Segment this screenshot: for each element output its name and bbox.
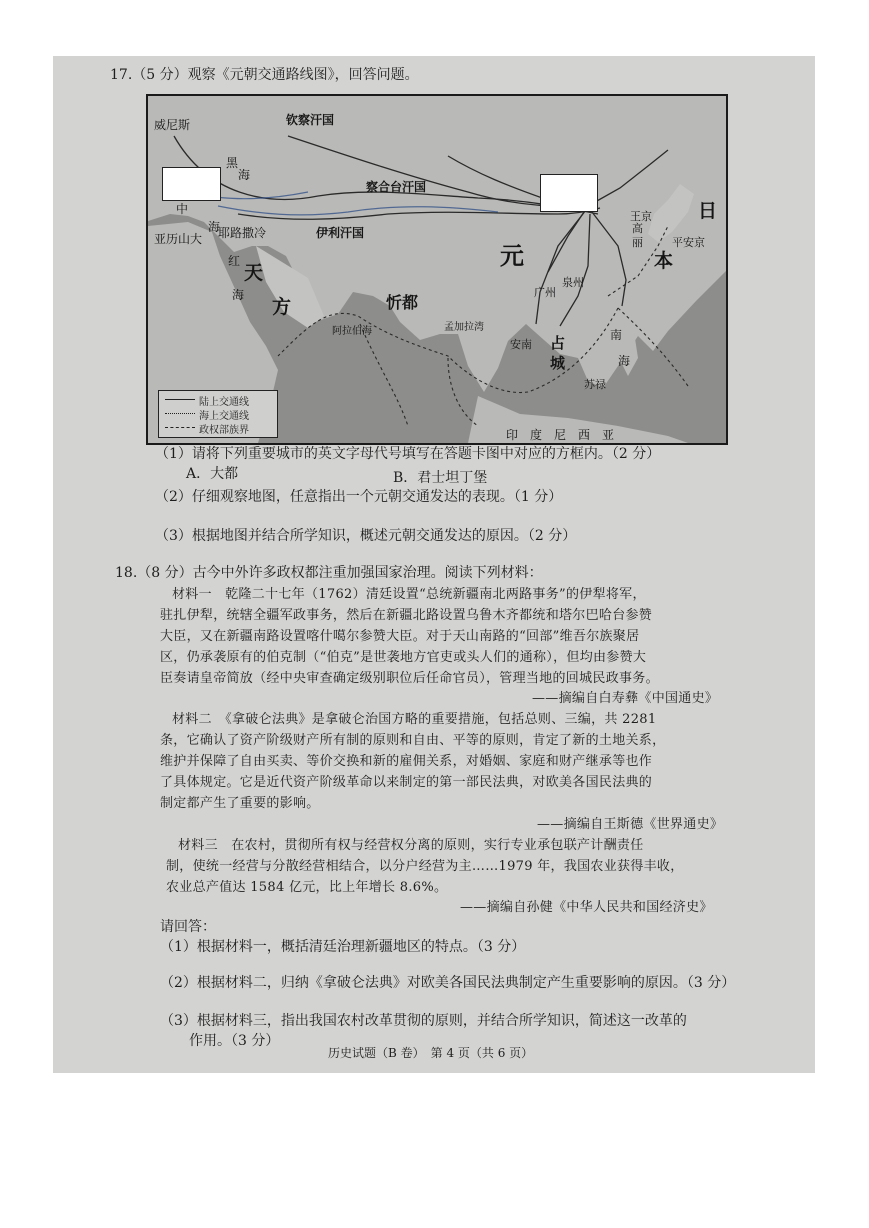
answer-box-west[interactable] xyxy=(162,167,221,201)
label-south-sea-2: 海 xyxy=(618,354,631,368)
q18-m2-line-2: 条，它确认了资产阶级财产所有制的原则和自由、平等的原则，肯定了新的土地关系， xyxy=(160,733,666,748)
label-champa-2: 城 xyxy=(550,354,566,372)
label-indonesia: 印 度 尼 西 亚 xyxy=(506,428,615,442)
label-kipchak: 钦察汗国 xyxy=(286,113,335,127)
label-ilkhan: 伊利汗国 xyxy=(316,226,365,240)
q17-stem: 17.（5 分）观察《元朝交通路线图》，回答问题。 xyxy=(110,67,419,83)
legend-land-line xyxy=(165,399,195,400)
label-arabian-sea: 阿拉伯海 xyxy=(332,326,372,337)
q18-m1-line-2: 驻扎伊犁，统辖全疆军政事务，然后在新疆北路设置乌鲁木齐都统和塔尔巴哈台参赞 xyxy=(160,608,653,623)
legend-sea: 海上交通线 xyxy=(199,411,249,422)
label-champa-1: 占 xyxy=(550,334,566,352)
q18-m2-line-5: 制定都产生了重要的影响。 xyxy=(160,796,320,811)
q17-option-b: B．君士坦丁堡 xyxy=(393,470,488,486)
label-annam: 安南 xyxy=(510,338,532,351)
exam-page xyxy=(53,56,815,1073)
q18-m1-line-3: 大臣，又在新疆南路设置喀什噶尔参赞大臣。对于天山南路的“回部”维吾尔族聚居 xyxy=(160,629,640,644)
legend-sea-line xyxy=(165,413,195,414)
label-guangzhou: 广州 xyxy=(534,286,556,299)
q18-m2-line-1: 材料二 《拿破仑法典》是拿破仑治国方略的重要措施，包括总则、三编，共 2281 xyxy=(172,712,657,727)
label-black-sea-1: 黑 xyxy=(226,156,239,170)
q17-sub3: （3）根据地图并结合所学知识，概述元朝交通发达的原因。（2 分） xyxy=(155,528,577,544)
label-tianfang-2: 方 xyxy=(272,296,292,318)
map-legend xyxy=(158,390,278,438)
q18-m1-line-5: 臣奏请皇帝简放（经中央审查确定级别职位后任命官员），管理当地的回城民政事务。 xyxy=(160,671,659,686)
label-south-sea-1: 南 xyxy=(610,328,623,342)
q18-m3-source: ——摘编自孙健《中华人民共和国经济史》 xyxy=(460,900,713,915)
q18-m2-line-3: 维护并保障了自由买卖、等价交换和新的雇佣关系，对婚姻、家庭和财产继承等也作 xyxy=(160,754,653,769)
page-footer: 历史试题（B 卷） 第 4 页（共 6 页） xyxy=(328,1046,534,1060)
label-sulu: 苏禄 xyxy=(584,378,606,391)
label-mediterranean-1: 中 xyxy=(176,202,189,216)
label-chagatai: 察合台汗国 xyxy=(366,180,427,194)
q18-m1-source: ——摘编自白寿彝《中国通史》 xyxy=(532,691,719,706)
label-quanzhou: 泉州 xyxy=(562,276,584,289)
q18-m2-line-4: 了具体规定。它是近代资产阶级革命以来制定的第一部民法典，对欧美各国民法典的 xyxy=(160,775,653,790)
label-red-sea-2: 海 xyxy=(232,288,245,302)
label-venice: 威尼斯 xyxy=(154,118,191,132)
label-japan-1: 日 xyxy=(698,200,718,222)
yuan-transport-map xyxy=(146,94,728,445)
label-jerusalem: 耶路撒冷 xyxy=(218,226,267,240)
q18-ask: 请回答： xyxy=(160,919,216,935)
label-goryeo-2: 丽 xyxy=(632,236,643,249)
legend-border: 政权部族界 xyxy=(199,425,249,436)
label-xindu: 忻都 xyxy=(386,293,419,312)
label-mediterranean-2: 海 xyxy=(208,220,221,234)
q18-stem: 18.（8 分）古今中外许多政权都注重加强国家治理。阅读下列材料： xyxy=(115,565,543,581)
q18-m3-line-3: 农业总产值达 1584 亿元，比上年增长 8.6%。 xyxy=(166,880,448,895)
q17-option-a: A．大都 xyxy=(186,466,239,482)
label-tianfang-1: 天 xyxy=(244,262,264,284)
q18-m2-source: ——摘编自王斯德《世界通史》 xyxy=(537,817,724,832)
q18-m1-line-1: 材料一 乾隆二十七年（1762）清廷设置“总统新疆南北两路事务”的伊犁将军， xyxy=(172,587,646,602)
legend-land: 陆上交通线 xyxy=(199,397,249,408)
label-japan-2: 本 xyxy=(654,250,674,272)
q18-sub1: （1）根据材料一，概括清廷治理新疆地区的特点。（3 分） xyxy=(160,939,526,955)
label-bengal-bay: 孟加拉湾 xyxy=(444,322,484,333)
q17-sub2: （2）仔细观察地图，任意指出一个元朝交通发达的表现。（1 分） xyxy=(155,489,563,505)
label-alexandria: 亚历山大 xyxy=(154,232,203,246)
label-red-sea-1: 红 xyxy=(228,254,241,268)
q17-sub1: （1）请将下列重要城市的英文字母代号填写在答题卡图中对应的方框内。（2 分） xyxy=(155,446,661,462)
label-goryeo-1: 高 xyxy=(632,222,643,235)
label-wangjing: 王京 xyxy=(630,210,652,223)
q18-sub3-line-1: （3）根据材料三，指出我国农村改革贯彻的原则，并结合所学知识，简述这一改革的 xyxy=(160,1013,687,1029)
q18-sub2: （2）根据材料二，归纳《拿破仑法典》对欧美各国民法典制定产生重要影响的原因。（3 分） xyxy=(160,975,736,991)
q18-m1-line-4: 区，仍承袭原有的伯克制（“伯克”是世袭地方官吏或头人们的通称），但均由参赞大 xyxy=(160,650,647,665)
label-heian: 平安京 xyxy=(672,236,705,249)
label-yuan: 元 xyxy=(500,241,524,270)
q18-m3-line-2: 制，使统一经营与分散经营相结合，以分户经营为主……1979 年，我国农业获得丰收， xyxy=(166,859,684,874)
q18-m3-line-1: 材料三 在农村，贯彻所有权与经营权分离的原则，实行专业承包联产计酬责任 xyxy=(178,838,644,853)
answer-box-east[interactable] xyxy=(540,174,598,212)
label-black-sea-2: 海 xyxy=(238,168,251,182)
q18-sub3-line-2: 作用。（3 分） xyxy=(189,1033,280,1049)
legend-border-line xyxy=(165,427,195,428)
